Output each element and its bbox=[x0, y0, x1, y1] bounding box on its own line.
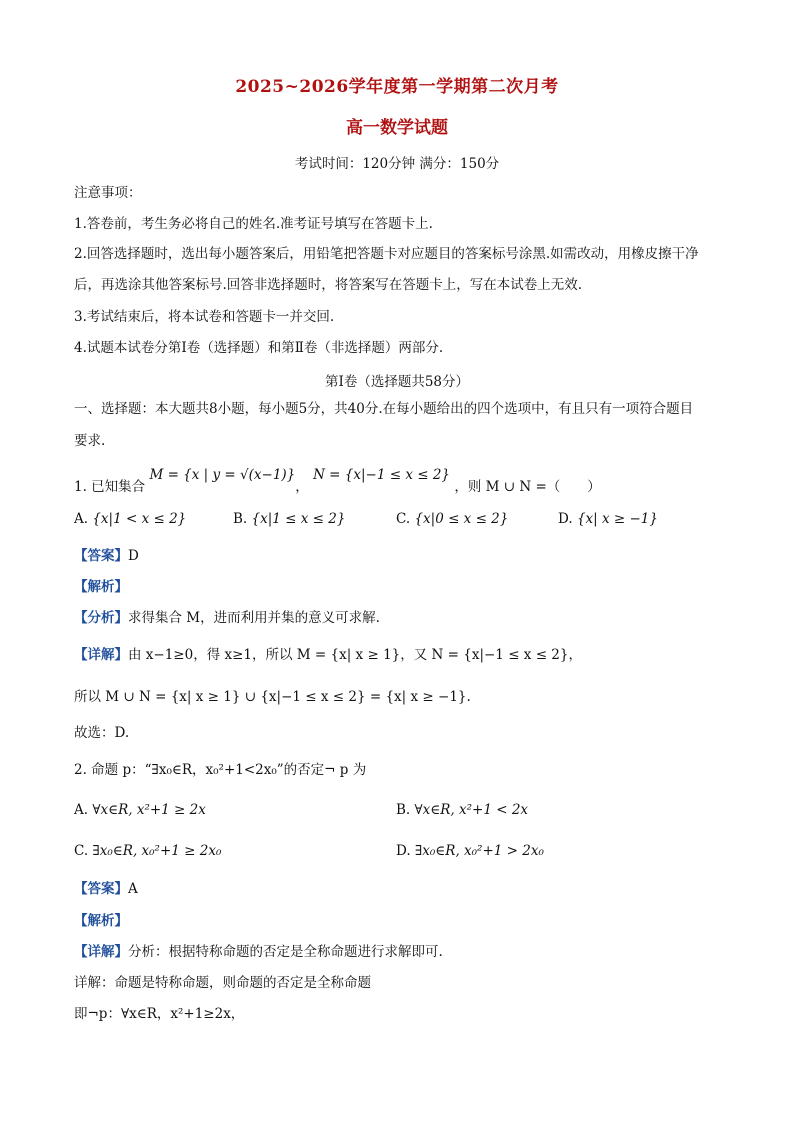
q2-answer-value: A bbox=[128, 881, 138, 897]
q2-detail: 【详解】分析：根据特称命题的否定是全称命题进行求解即可. bbox=[74, 944, 443, 960]
q1-option-c: C. {x|0 ≤ x ≤ 2} bbox=[396, 511, 509, 527]
section-title: 第Ⅰ卷（选择题共58分） bbox=[324, 374, 469, 390]
note-item: 1.答卷前，考生务必将自己的姓名.准考证号填写在答题卡上. bbox=[74, 216, 433, 232]
q1-detail: 【详解】由 x−1≥0，得 x≥1，所以 M = {x| x ≥ 1}，又 N = {x|−1 ≤ x ≤ 2}， bbox=[74, 647, 582, 663]
q2-analysis-tag: 【解析】 bbox=[74, 913, 128, 929]
q1-stem-prefix: 1. 已知集合 bbox=[74, 479, 146, 495]
note-item: 2.回答选择题时，选出每小题答案后，用铅笔把答题卡对应题目的答案标号涂黑.如需改动，用橡皮擦干净 bbox=[74, 246, 699, 262]
q1-stem: 1. 已知集合 M = {x | y = √(x−1)}， N = {x|−1 ≤ x ≤ 2} ，则 M ∪ N =（ ） bbox=[74, 467, 601, 495]
q2-option-c: C. ∃x₀∈R, x₀²+1 ≥ 2x₀ bbox=[74, 843, 222, 859]
notes-heading: 注意事项： bbox=[74, 185, 142, 201]
section-instructions: 一、选择题：本大题共8小题，每小题5分，共40分.在每小题给出的四个选项中，有且只有一项符合题目 bbox=[74, 401, 694, 417]
section-instructions-cont: 要求. bbox=[74, 433, 106, 449]
q1-stem-suffix: ，则 M ∪ N =（ ） bbox=[454, 479, 601, 495]
q2-stem: 2. 命题 p：“∃x₀∈R，x₀²+1<2x₀”的否定¬ p 为 bbox=[74, 762, 367, 778]
answer-tag: 【答案】 bbox=[74, 881, 128, 897]
q1-fenxi: 【分析】求得集合 M，进而利用并集的意义可求解. bbox=[74, 610, 380, 626]
q2-conclusion: 即¬p：∀x∈R，x²+1≥2x， bbox=[74, 1006, 245, 1022]
exam-title: 2025~2026学年度第一学期第二次月考 bbox=[235, 77, 559, 97]
q2-answer bbox=[74, 880, 138, 898]
q2-option-a: A. ∀x∈R, x²+1 ≥ 2x bbox=[74, 802, 206, 818]
q2-option-b: B. ∀x∈R, x²+1 < 2x bbox=[396, 802, 529, 818]
exam-info: 考试时间：120分钟 满分：150分 bbox=[294, 156, 500, 172]
q1-option-b: B. {x|1 ≤ x ≤ 2} bbox=[233, 511, 346, 527]
q2-explain: 详解：命题是特称命题，则命题的否定是全称命题 bbox=[74, 975, 371, 991]
note-item: 3.考试结束后，将本试卷和答题卡一并交回. bbox=[74, 309, 335, 325]
q1-set-n: N = {x|−1 ≤ x ≤ 2} bbox=[313, 467, 451, 483]
q1-choose: 故选：D. bbox=[74, 725, 130, 741]
q1-detail-cont: 所以 M ∪ N = {x| x ≥ 1} ∪ {x|−1 ≤ x ≤ 2} = {x| x ≥ −1}. bbox=[74, 689, 471, 705]
q2-option-d: D. ∃x₀∈R, x₀²+1 > 2x₀ bbox=[396, 843, 544, 859]
answer-tag: 【答案】 bbox=[74, 548, 128, 564]
q1-answer-value: D bbox=[128, 548, 139, 564]
exam-subtitle: 高一数学试题 bbox=[346, 118, 448, 138]
q1-set-m: M = {x | y = √(x−1)} bbox=[149, 467, 296, 483]
q1-analysis-tag: 【解析】 bbox=[74, 579, 128, 595]
q1-answer bbox=[74, 547, 139, 565]
q1-option-d: D. {x| x ≥ −1} bbox=[558, 511, 658, 527]
q1-option-a: A. {x|1 < x ≤ 2} bbox=[74, 511, 187, 527]
note-item: 后，再选涂其他答案标号.回答非选择题时，将答案写在答题卡上，写在本试卷上无效. bbox=[74, 277, 583, 293]
note-item: 4.试题本试卷分第Ⅰ卷（选择题）和第Ⅱ卷（非选择题）两部分. bbox=[74, 340, 444, 356]
